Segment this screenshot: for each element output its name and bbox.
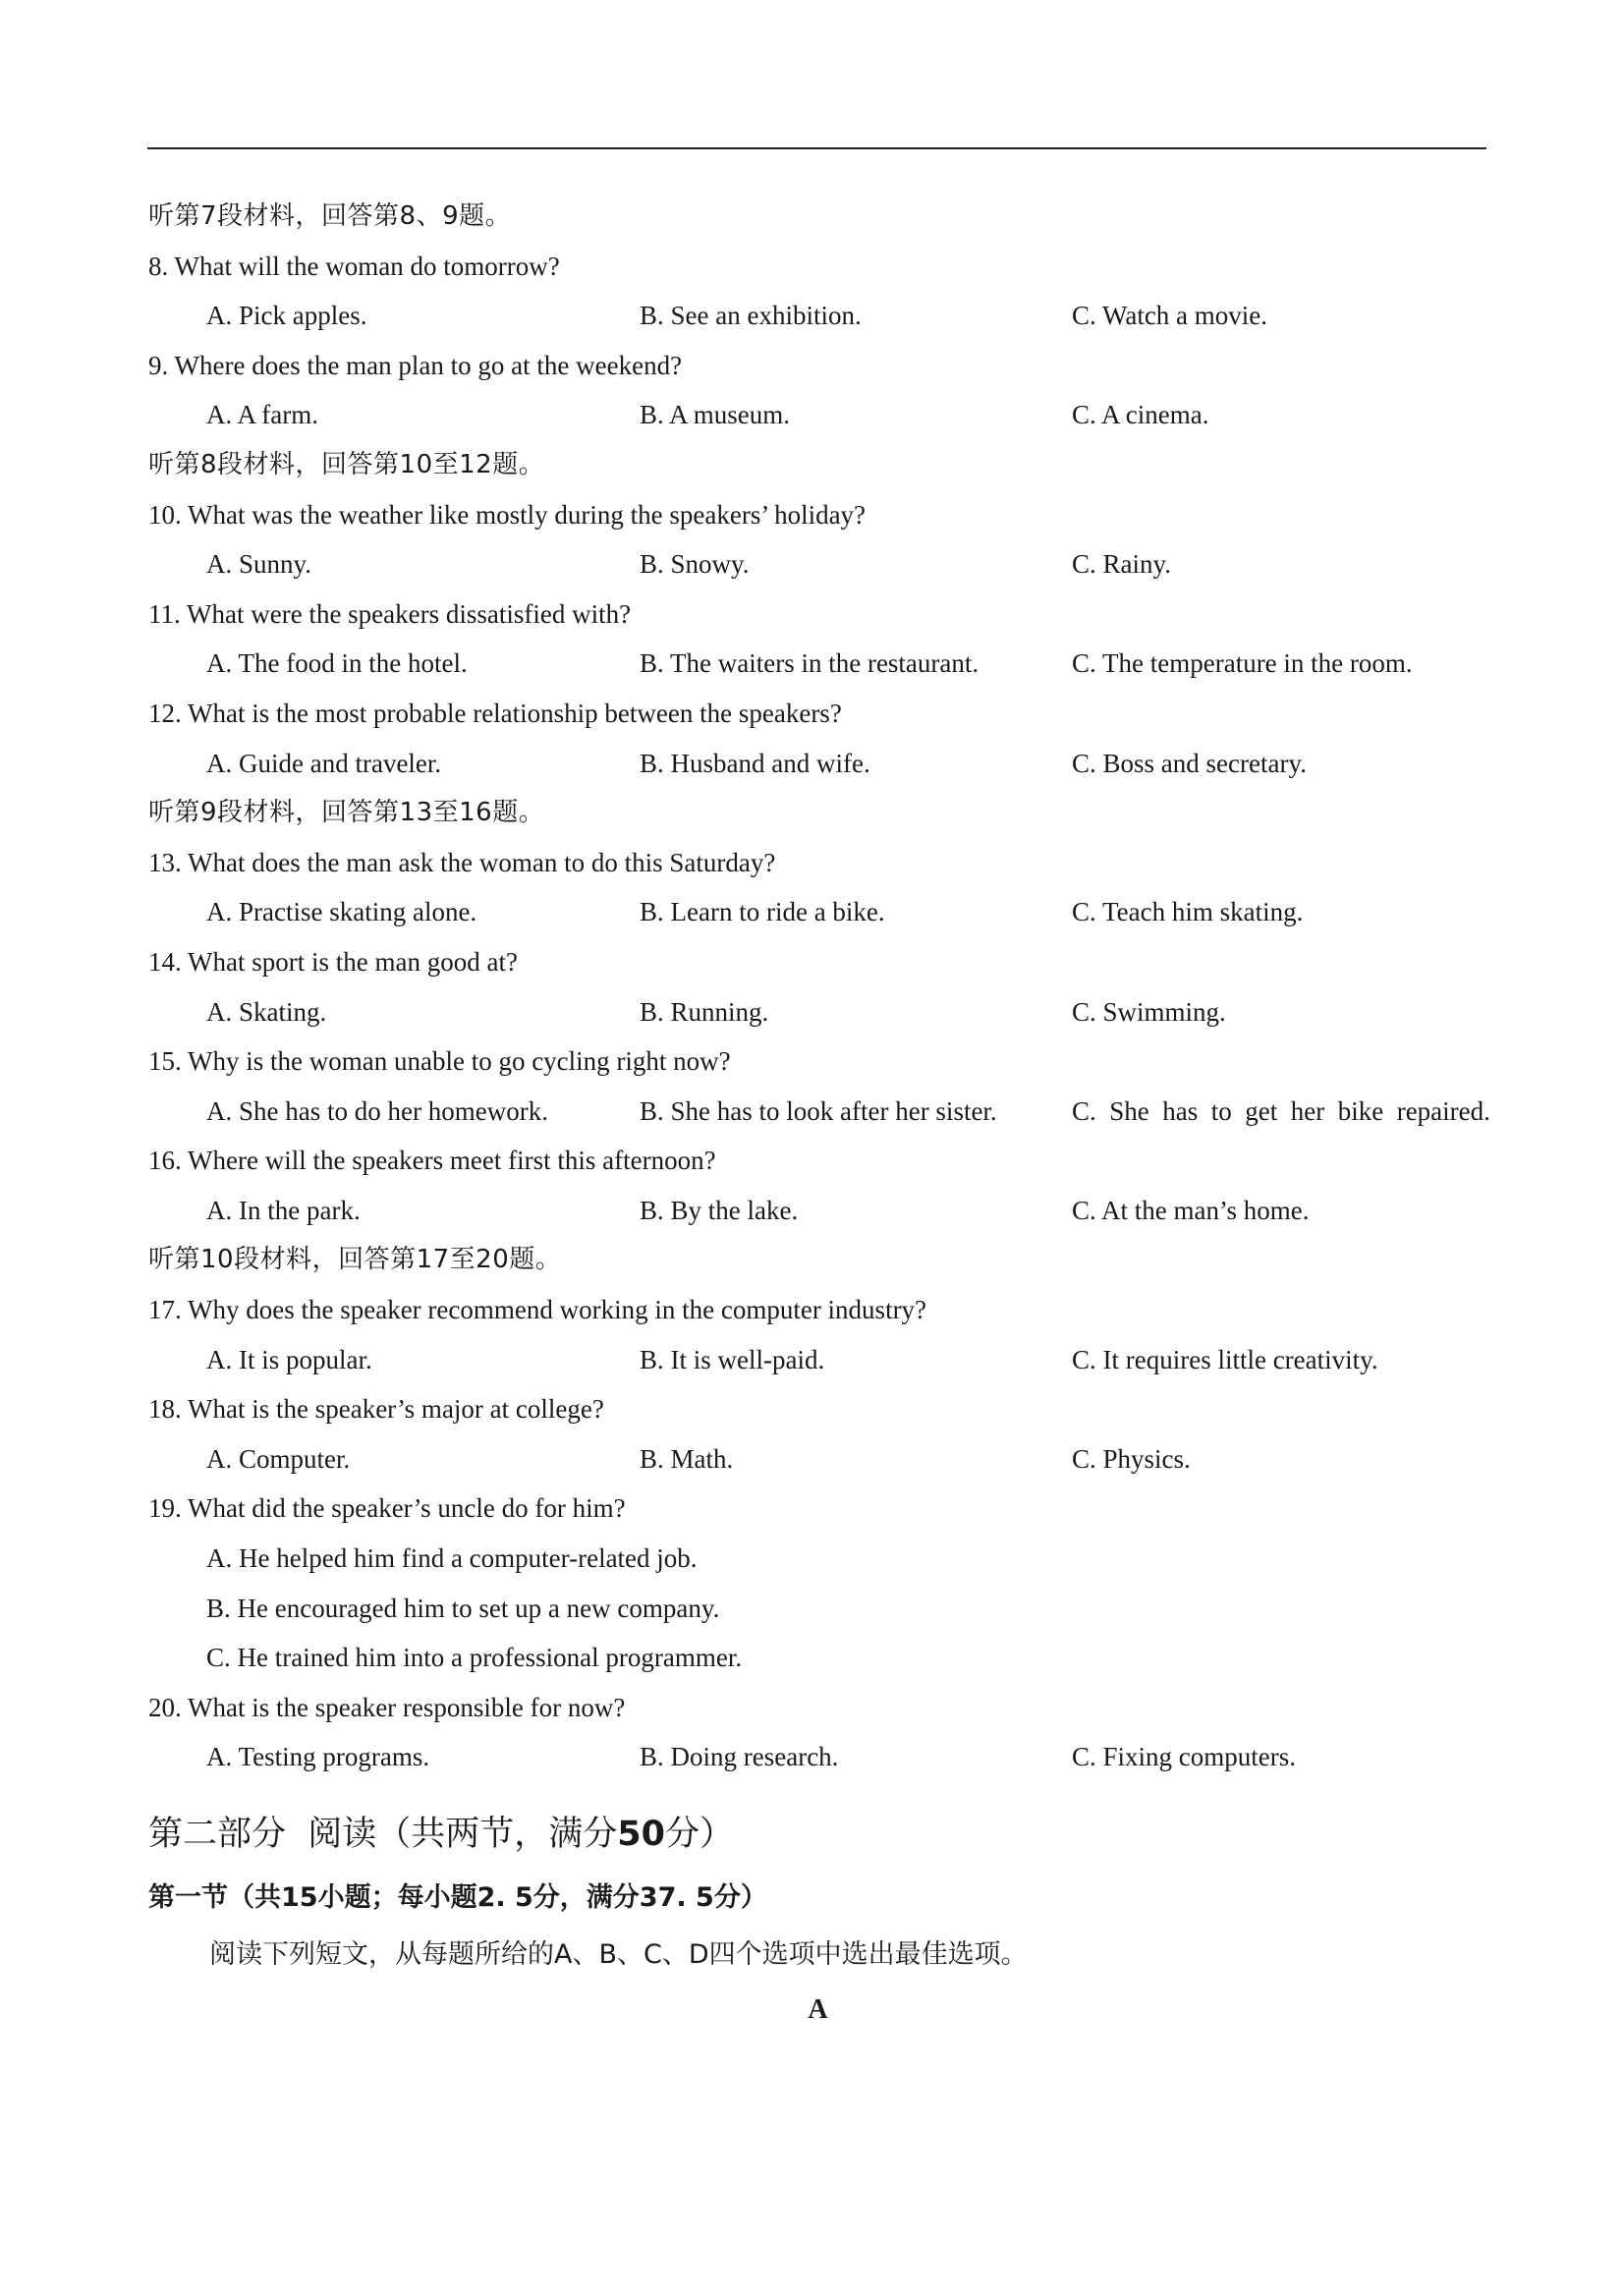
option-c: C. A cinema. <box>1072 400 1209 430</box>
options-14 <box>148 987 1494 1037</box>
question-14: 14. What sport is the man good at? <box>148 946 518 977</box>
option-a: A. A farm. <box>206 400 318 430</box>
options-13 <box>148 887 1494 937</box>
part-two-title-prefix: 第二部分 阅读（共两节，满分 <box>148 1815 618 1854</box>
question-8: 8. What will the woman do tomorrow? <box>148 251 560 281</box>
option-b: B. Math. <box>640 1443 734 1474</box>
option-a: A. The food in the hotel. <box>206 648 468 679</box>
reading-instructions: 阅读下列短文，从每题所给的A、B、C、D四个选项中选出最佳选项。 <box>209 1939 1028 1970</box>
option-b: B. It is well-paid. <box>640 1344 825 1374</box>
option-a: A. Practise skating alone. <box>206 897 477 927</box>
option-b: B. Running. <box>640 996 769 1027</box>
option-a: A. He helped him find a computer-related job. <box>206 1543 698 1574</box>
option-a: A. Testing programs. <box>206 1742 430 1772</box>
question-13: 13. What does the man ask the woman to do this Saturday? <box>148 847 776 877</box>
option-b: B. Learn to ride a bike. <box>640 897 885 927</box>
question-18: 18. What is the speaker’s major at college? <box>148 1394 604 1425</box>
options-8 <box>148 291 1494 341</box>
options-10 <box>148 539 1494 589</box>
option-a: A. She has to do her homework. <box>206 1095 548 1126</box>
option-a: A. Pick apples. <box>206 301 367 331</box>
instruction-7: 听第7段材料，回答第8、9题。 <box>148 201 512 231</box>
option-b: B. A museum. <box>640 400 791 430</box>
option-a: A. Sunny. <box>206 549 312 580</box>
option-a: A. Skating. <box>206 996 327 1027</box>
option-c: C. The temperature in the room. <box>1072 648 1413 679</box>
option-a: A. Guide and traveler. <box>206 748 442 778</box>
options-15 <box>148 1087 1494 1137</box>
option-b: B. See an exhibition. <box>640 301 862 331</box>
passage-letter: A <box>808 1994 828 2025</box>
part-two-title-points: 50 <box>617 1815 665 1854</box>
part-two-title-suffix: 分） <box>664 1815 734 1854</box>
option-c: C. Teach him skating. <box>1072 897 1304 927</box>
option-c: C. Physics. <box>1072 1443 1191 1474</box>
question-9: 9. Where does the man plan to go at the weekend? <box>148 350 683 380</box>
question-16: 16. Where will the speakers meet first this afternoon? <box>148 1146 716 1176</box>
option-c: C. Rainy. <box>1072 549 1171 580</box>
option-b: B. Husband and wife. <box>640 748 870 778</box>
question-10: 10. What was the weather like mostly during the speakers’ holiday? <box>148 499 867 530</box>
option-a: A. It is popular. <box>206 1344 372 1374</box>
question-19: 19. What did the speaker’s uncle do for him? <box>148 1493 626 1524</box>
option-b: B. She has to look after her sister. <box>640 1095 997 1126</box>
option-a: A. In the park. <box>206 1195 361 1225</box>
options-12 <box>148 739 1494 789</box>
option-b: B. By the lake. <box>640 1195 799 1225</box>
question-15: 15. Why is the woman unable to go cycling right now? <box>148 1046 731 1077</box>
instruction-10: 听第10段材料，回答第17至20题。 <box>148 1245 562 1275</box>
options-9 <box>148 390 1494 440</box>
part-two-title <box>148 1800 1494 1869</box>
option-c: C. Boss and secretary. <box>1072 748 1307 778</box>
question-17: 17. Why does the speaker recommend working in the computer industry? <box>148 1295 927 1325</box>
options-17 <box>148 1335 1494 1385</box>
option-c: C. Fixing computers. <box>1072 1742 1296 1772</box>
instruction-9: 听第9段材料，回答第13至16题。 <box>148 798 545 828</box>
option-b: B. Doing research. <box>640 1742 839 1772</box>
option-c: C. She has to get her bike repaired. <box>1072 1095 1490 1126</box>
section-one-title: 第一节（共15小题；每小题2. 5分，满分37. 5分） <box>148 1882 767 1913</box>
option-c: C. Watch a movie. <box>1072 301 1268 331</box>
question-11: 11. What were the speakers dissatisfied with? <box>148 598 632 629</box>
option-c: C. Swimming. <box>1072 996 1226 1027</box>
option-b: B. He encouraged him to set up a new company. <box>206 1593 720 1623</box>
options-18 <box>148 1434 1494 1484</box>
option-b: B. Snowy. <box>640 549 750 580</box>
options-16 <box>148 1186 1494 1236</box>
exam-page <box>148 192 1494 2038</box>
options-11 <box>148 639 1494 689</box>
option-c: C. At the man’s home. <box>1072 1195 1310 1225</box>
option-a: A. Computer. <box>206 1443 351 1474</box>
option-c: C. He trained him into a professional programmer. <box>206 1643 743 1673</box>
options-20 <box>148 1732 1494 1782</box>
question-20: 20. What is the speaker responsible for now? <box>148 1692 626 1722</box>
header-rule <box>147 147 1486 149</box>
option-c: C. It requires little creativity. <box>1072 1344 1378 1374</box>
instruction-8: 听第8段材料，回答第10至12题。 <box>148 449 545 479</box>
question-12: 12. What is the most probable relationship between the speakers? <box>148 698 842 728</box>
option-b: B. The waiters in the restaurant. <box>640 648 979 679</box>
